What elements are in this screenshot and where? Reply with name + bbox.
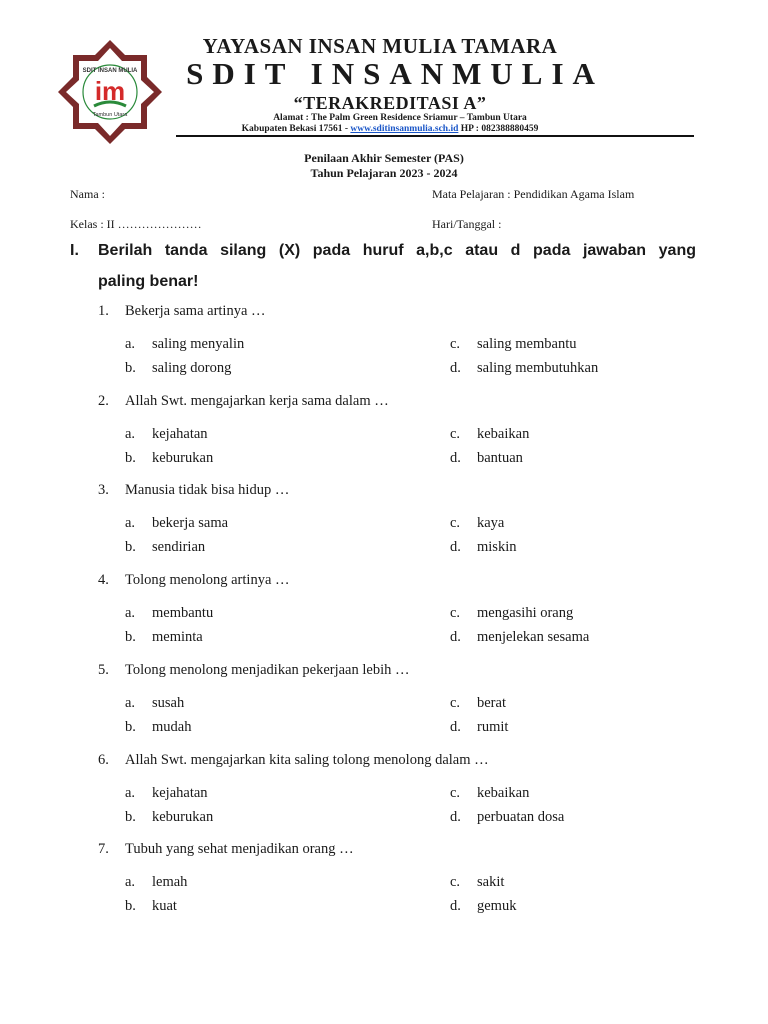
option-text: saling membutuhkan: [477, 360, 599, 376]
option-letter: b.: [125, 629, 136, 645]
question-text: Tubuh yang sehat menjadikan orang …: [125, 841, 354, 857]
option-letter: a.: [125, 336, 136, 352]
option-letter: b.: [125, 809, 136, 825]
logo-letters: im: [94, 76, 126, 106]
option-letter: c.: [450, 785, 461, 801]
field-kelas: Kelas : II …………………: [70, 217, 202, 231]
option-text: bantuan: [477, 450, 523, 466]
option-letter: a.: [125, 515, 136, 531]
option-text: kebaikan: [477, 785, 530, 801]
option-text: susah: [152, 695, 185, 711]
option-text: kuat: [152, 898, 177, 914]
header-divider: [176, 135, 694, 137]
option-text: kejahatan: [152, 426, 208, 442]
option-text: kebaikan: [477, 426, 530, 442]
address-line-2: [200, 124, 580, 134]
option-letter: d.: [450, 450, 461, 466]
question-number: 5.: [98, 662, 109, 678]
option-letter: c.: [450, 605, 461, 621]
option-text: meminta: [152, 629, 203, 645]
phone: HP : 082388880459: [458, 124, 539, 134]
instruction-line-2: paling benar!: [98, 273, 199, 290]
option-letter: b.: [125, 539, 136, 555]
option-letter: b.: [125, 360, 136, 376]
question-text: Tolong menolong artinya …: [125, 572, 290, 588]
option-letter: b.: [125, 450, 136, 466]
field-nama: Nama :: [70, 187, 105, 201]
option-text: lemah: [152, 874, 188, 890]
question-text: Tolong menolong menjadikan pekerjaan lebih …: [125, 662, 410, 678]
question-text: Manusia tidak bisa hidup …: [125, 482, 290, 498]
option-text: keburukan: [152, 809, 214, 825]
option-text: saling menyalin: [152, 336, 245, 352]
option-letter: c.: [450, 695, 461, 711]
question-number: 4.: [98, 572, 109, 588]
section-number: I.: [70, 242, 79, 259]
option-letter: b.: [125, 898, 136, 914]
field-mapel: Mata Pelajaran : Pendidikan Agama Islam: [432, 187, 635, 201]
question-text: Allah Swt. mengajarkan kita saling tolong menolong dalam …: [125, 752, 489, 768]
instruction-line-1: Berilah tanda silang (X) pada huruf a,b,c atau d pada jawaban yang: [98, 242, 696, 259]
website-link[interactable]: www.sditinsanmulia.sch.id: [350, 124, 459, 134]
question-number: 1.: [98, 303, 109, 319]
option-letter: c.: [450, 426, 461, 442]
accreditation: “TERAKREDITASI A”: [293, 93, 487, 113]
question-text: Allah Swt. mengajarkan kerja sama dalam …: [125, 393, 389, 409]
option-text: saling membantu: [477, 336, 577, 352]
question-number: 2.: [98, 393, 109, 409]
option-text: mudah: [152, 719, 192, 735]
option-text: kaya: [477, 515, 505, 531]
option-letter: d.: [450, 629, 461, 645]
option-text: mengasihi orang: [477, 605, 574, 621]
option-text: menjelekan sesama: [477, 629, 590, 645]
option-text: sakit: [477, 874, 505, 890]
option-text: miskin: [477, 539, 517, 555]
option-text: rumit: [477, 719, 509, 735]
school-name: SDIT INSANMULIA: [186, 56, 604, 91]
option-letter: d.: [450, 898, 461, 914]
logo-text-bottom: Tambun Utara: [92, 112, 128, 118]
option-text: keburukan: [152, 450, 214, 466]
option-text: membantu: [152, 605, 214, 621]
option-text: kejahatan: [152, 785, 208, 801]
exam-year: Tahun Pelajaran 2023 - 2024: [310, 166, 458, 180]
option-letter: d.: [450, 539, 461, 555]
option-text: saling dorong: [152, 360, 232, 376]
question-text: Bekerja sama artinya …: [125, 303, 266, 319]
question-number: 3.: [98, 482, 109, 498]
option-letter: d.: [450, 719, 461, 735]
option-letter: a.: [125, 605, 136, 621]
exam-title: Penilaan Akhir Semester (PAS): [304, 151, 464, 165]
field-hari: Hari/Tanggal :: [432, 217, 502, 231]
option-letter: a.: [125, 785, 136, 801]
option-letter: c.: [450, 874, 461, 890]
option-text: bekerja sama: [152, 515, 229, 531]
foundation-name: YAYASAN INSAN MULIA TAMARA: [202, 34, 558, 58]
option-letter: a.: [125, 426, 136, 442]
option-text: perbuatan dosa: [477, 809, 565, 825]
question-number: 6.: [98, 752, 109, 768]
option-letter: c.: [450, 336, 461, 352]
option-text: sendirian: [152, 539, 206, 555]
option-letter: b.: [125, 719, 136, 735]
address-line-1: Alamat : The Palm Green Residence Sriamur – Tambun Utara: [273, 113, 527, 123]
option-text: berat: [477, 695, 506, 711]
option-letter: a.: [125, 695, 136, 711]
option-letter: a.: [125, 874, 136, 890]
option-letter: d.: [450, 809, 461, 825]
address-prefix: Kabupaten Bekasi 17561 -: [241, 124, 351, 134]
logo-text-top: SDIT INSAN MULIA: [82, 68, 138, 74]
option-text: gemuk: [477, 898, 517, 914]
question-number: 7.: [98, 841, 109, 857]
option-letter: d.: [450, 360, 461, 376]
option-letter: c.: [450, 515, 461, 531]
